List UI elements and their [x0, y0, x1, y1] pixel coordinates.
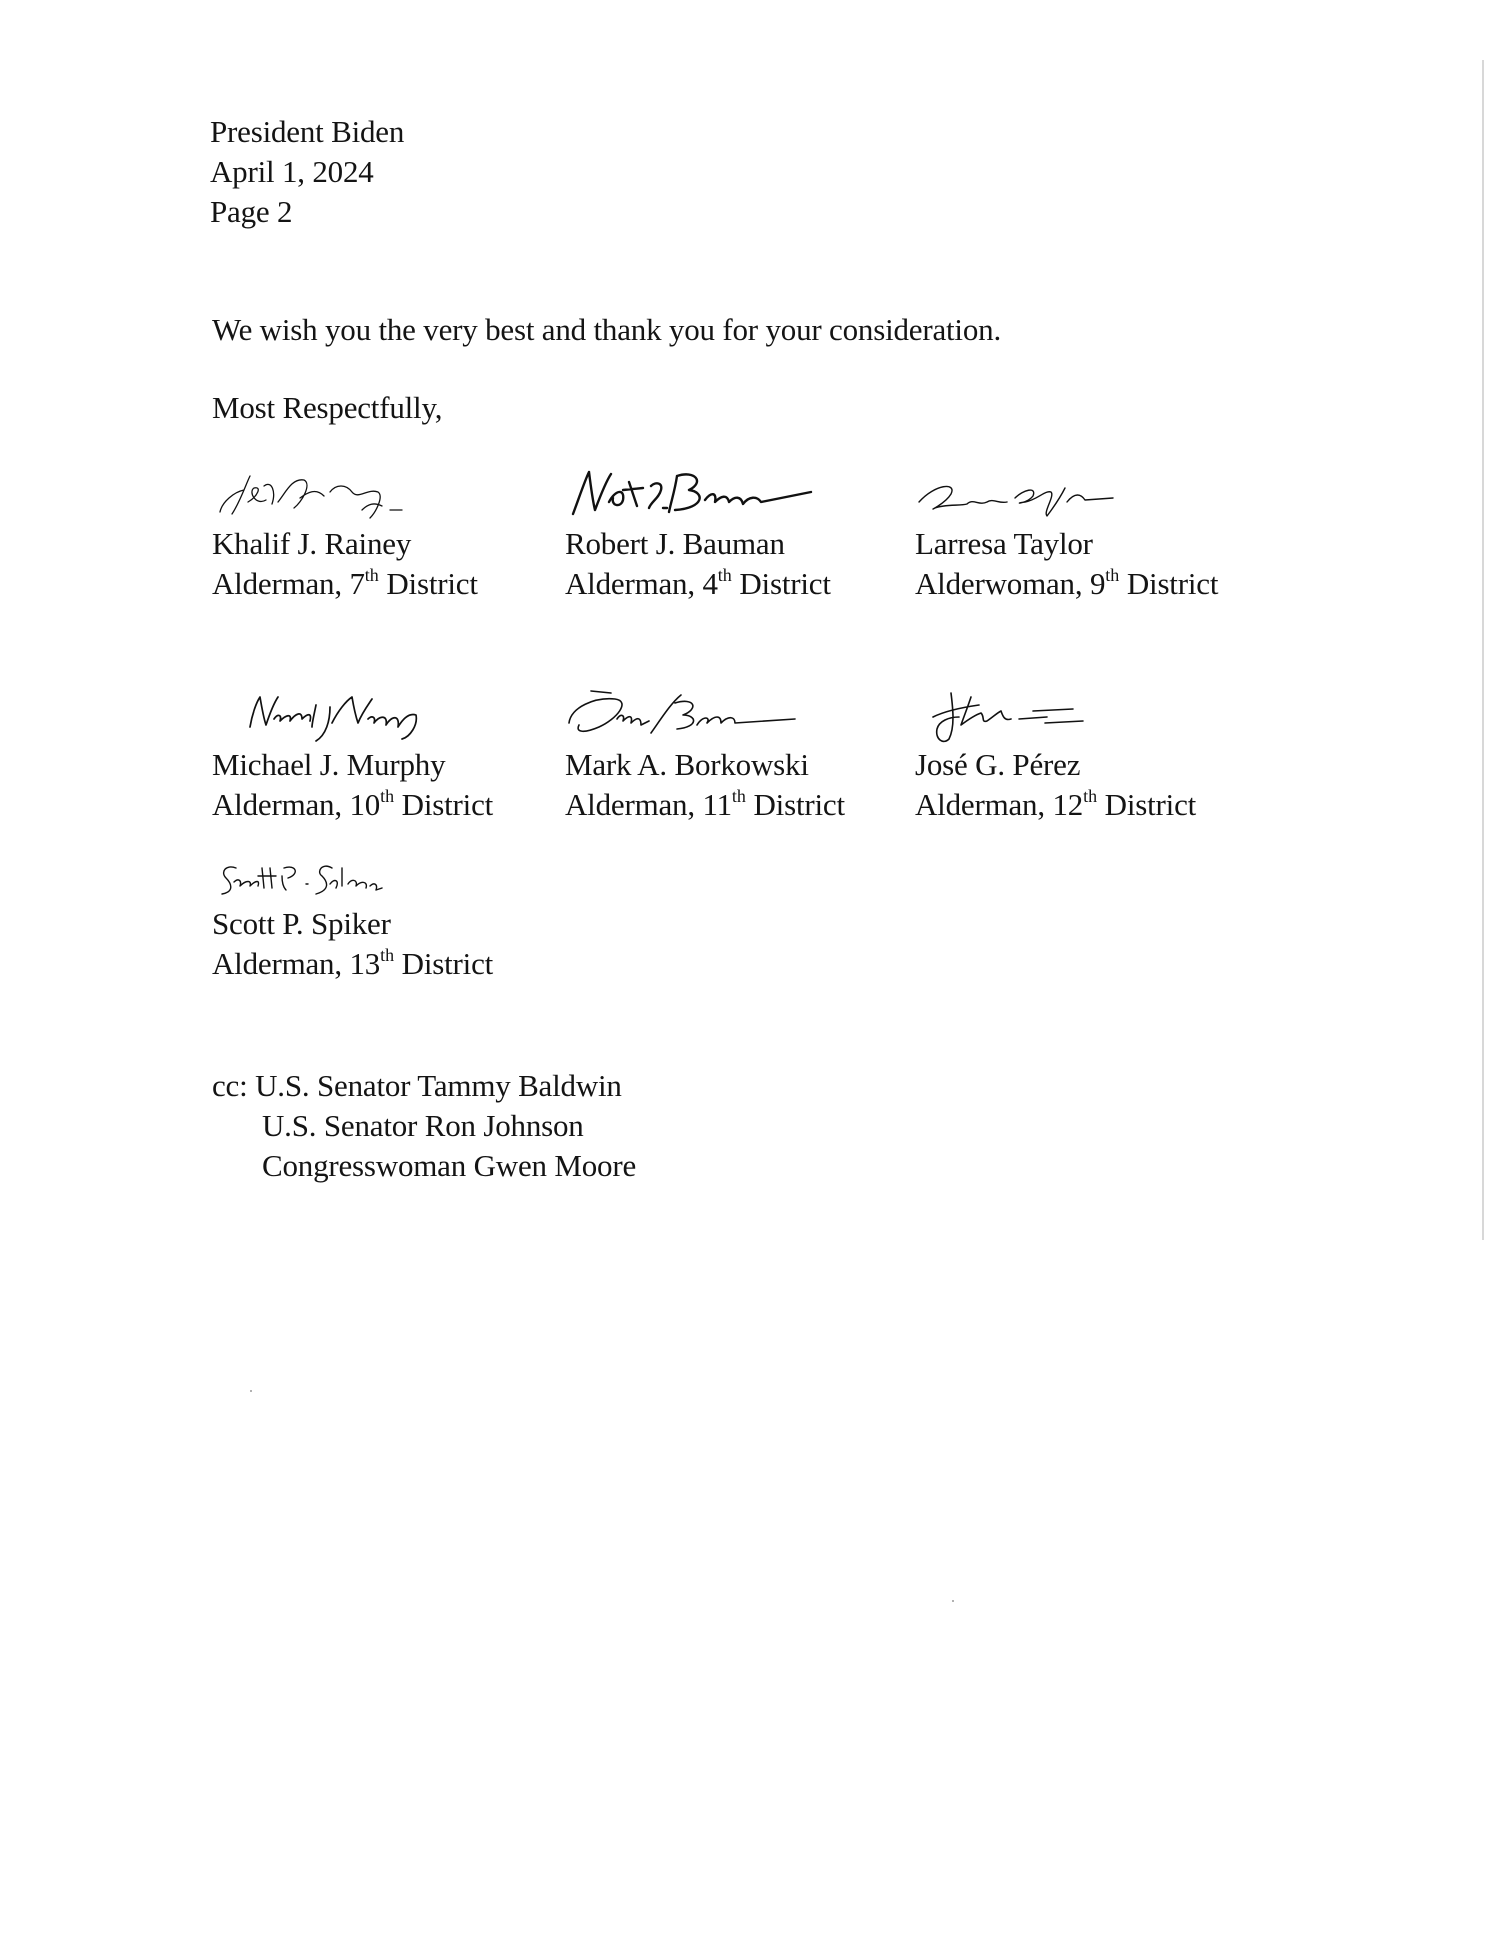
signer-name: Scott P. Spiker	[212, 906, 391, 941]
signature-image-borkowski	[565, 683, 835, 745]
signer-role: Alderman, 11th District	[565, 786, 845, 822]
signer-name: Larresa Taylor	[915, 526, 1093, 561]
signer-name: José G. Pérez	[915, 747, 1081, 782]
scan-speck	[952, 1600, 954, 1602]
cc-label: cc:	[212, 1068, 248, 1103]
signer-role: Alderman, 13th District	[212, 945, 494, 981]
signature-block-perez	[915, 683, 1255, 825]
signature-image-perez	[915, 683, 1185, 745]
signer-name: Khalif J. Rainey	[212, 526, 412, 561]
signature-image-spiker	[212, 854, 482, 904]
signer-role: Alderman, 12th District	[915, 786, 1197, 822]
cc-list	[212, 1066, 636, 1186]
signature-image-bauman	[565, 462, 835, 524]
signature-block-bauman	[565, 462, 905, 604]
signer-name: Robert J. Bauman	[565, 526, 785, 561]
signature-block-borkowski	[565, 683, 905, 825]
scan-speck	[250, 1390, 252, 1392]
signer-name: Mark A. Borkowski	[565, 747, 809, 782]
closing-line: We wish you the very best and thank you for your consideration.	[212, 312, 1001, 347]
letter-header	[210, 112, 404, 232]
scan-edge-line	[1482, 60, 1484, 1240]
date-line: April 1, 2024	[210, 154, 374, 189]
signature-block-spiker	[212, 854, 552, 984]
signature-image-rainey	[212, 462, 482, 524]
signer-role: Alderwoman, 9th District	[915, 565, 1219, 601]
signature-block-taylor	[915, 462, 1255, 604]
signature-block-murphy	[212, 683, 552, 825]
cc-recipient: U.S. Senator Ron Johnson	[262, 1108, 584, 1143]
signature-image-taylor	[915, 462, 1185, 524]
signature-block-rainey	[212, 462, 552, 604]
salutation: Most Respectfully,	[212, 390, 443, 425]
page-number: Page 2	[210, 194, 293, 229]
signer-role: Alderman, 10th District	[212, 786, 494, 822]
cc-recipient: U.S. Senator Tammy Baldwin	[255, 1068, 622, 1103]
cc-recipient: Congresswoman Gwen Moore	[262, 1148, 637, 1183]
signature-image-murphy	[212, 683, 482, 745]
recipient-line: President Biden	[210, 114, 405, 149]
signer-role: Alderman, 7th District	[212, 565, 478, 601]
signer-name: Michael J. Murphy	[212, 747, 446, 782]
signer-role: Alderman, 4th District	[565, 565, 831, 601]
cc-line	[212, 1066, 636, 1106]
